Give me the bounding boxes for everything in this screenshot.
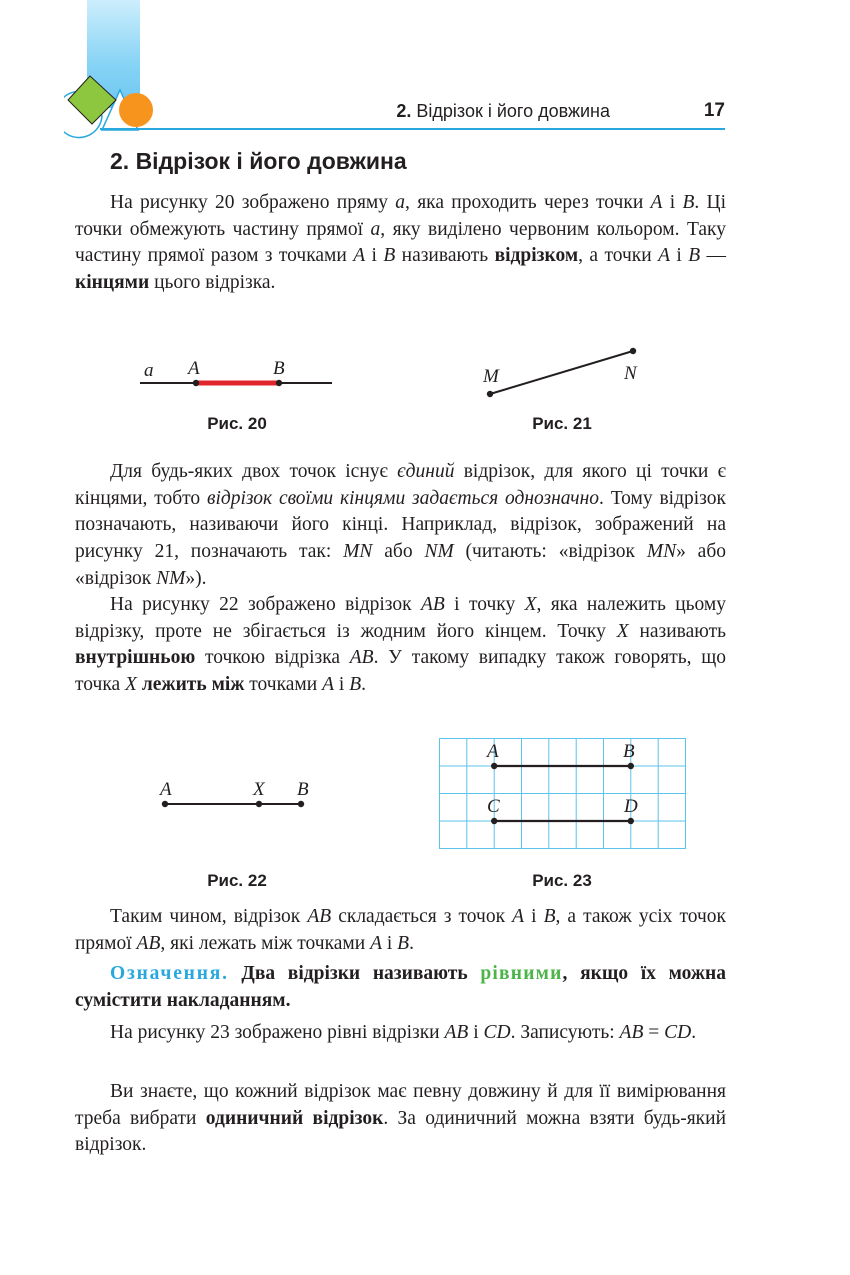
header-logo-shapes (64, 72, 164, 144)
segment-mn (490, 351, 633, 394)
figure-22 (150, 775, 325, 820)
point-b (276, 380, 282, 386)
label-point-b: B (297, 779, 309, 800)
label-point-x: X (253, 779, 265, 800)
paragraph-5: На рисунку 23 зображено рівні відрізки AB і CD. Записують: AB = CD. (110, 1022, 697, 1043)
figure-20 (130, 352, 345, 402)
figure-23 (438, 737, 688, 851)
definition-label: Означення. (110, 963, 229, 984)
header-rule (100, 128, 725, 130)
page-number: 17 (703, 100, 725, 121)
caption-fig-20: Рис. 20 (207, 414, 267, 433)
point-m (487, 391, 493, 397)
running-head: 2. Відрізок і його довжина (396, 101, 610, 121)
grid (440, 739, 686, 849)
point-b (628, 763, 634, 769)
point-n (630, 348, 636, 354)
caption-fig-23: Рис. 23 (532, 871, 592, 890)
label-point-a: A (487, 741, 499, 762)
paragraph-1: На рисунку 20 зображено пряму a, яка проходить через точки A і B. Ці точки обмежують частину прямої a, яку виділено червоним кольором. Таку частину прямої разом з точками A і B називають відрізком, а точки A і B — кінцями цього відрізка. (75, 192, 727, 294)
paragraph-4: Таким чином, відрізок AB складається з точок A і B, а також усіх точок прямої AB, які лежать між точками A і B. (75, 906, 727, 954)
label-point-d: D (624, 796, 638, 817)
section-title: 2. Відрізок і його довжина (110, 148, 407, 174)
point-d (628, 818, 634, 824)
point-x (256, 801, 262, 807)
paragraph-6: Ви знаєте, що кожний відрізок має певну довжину й для її вимірювання треба вибрати одиничний відрізок. За одиничний можна взяти будь-який відрізок. (75, 1081, 727, 1156)
orange-circle-icon (119, 93, 153, 127)
paragraph-3: На рисунку 22 зображено відрізок AB і точку X, яка належить цьому відрізку, проте не збігається із жодним його кінцем. Точку X називають внутрішньою точкою відрізка AB. У такому випадку також говорять, що точка X лежить між точками A і B. (75, 594, 727, 696)
label-point-c: C (487, 796, 500, 817)
label-point-a: A (188, 358, 200, 379)
point-a (491, 763, 497, 769)
point-b (298, 801, 304, 807)
caption-fig-21: Рис. 21 (532, 414, 592, 433)
point-a (162, 801, 168, 807)
label-point-m: M (483, 366, 499, 387)
definition-term: рівними (480, 963, 563, 984)
label-point-b: B (623, 741, 635, 762)
point-c (491, 818, 497, 824)
label-line-a: a (144, 360, 154, 381)
label-point-b: B (273, 358, 285, 379)
definition: Означення. Два відрізки називають рівними, якщо їх можна сумістити накладанням. (75, 963, 726, 1011)
label-point-n: N (624, 363, 637, 384)
caption-fig-22: Рис. 22 (207, 871, 267, 890)
label-point-a: A (160, 779, 172, 800)
point-a (193, 380, 199, 386)
paragraph-2: Для будь-яких двох точок існує єдиний відрізок, для якого ці точки є кінцями, тобто відрізок своїми кінцями задається однозначно. Тому відрізок позначають, називаючи його кінці. Наприклад, відрізок, зображений на рисунку 21, позначають так: MN або NM (читають: «відрізок MN» або «відрізок NM»). (75, 461, 727, 589)
figure-21 (475, 340, 650, 405)
